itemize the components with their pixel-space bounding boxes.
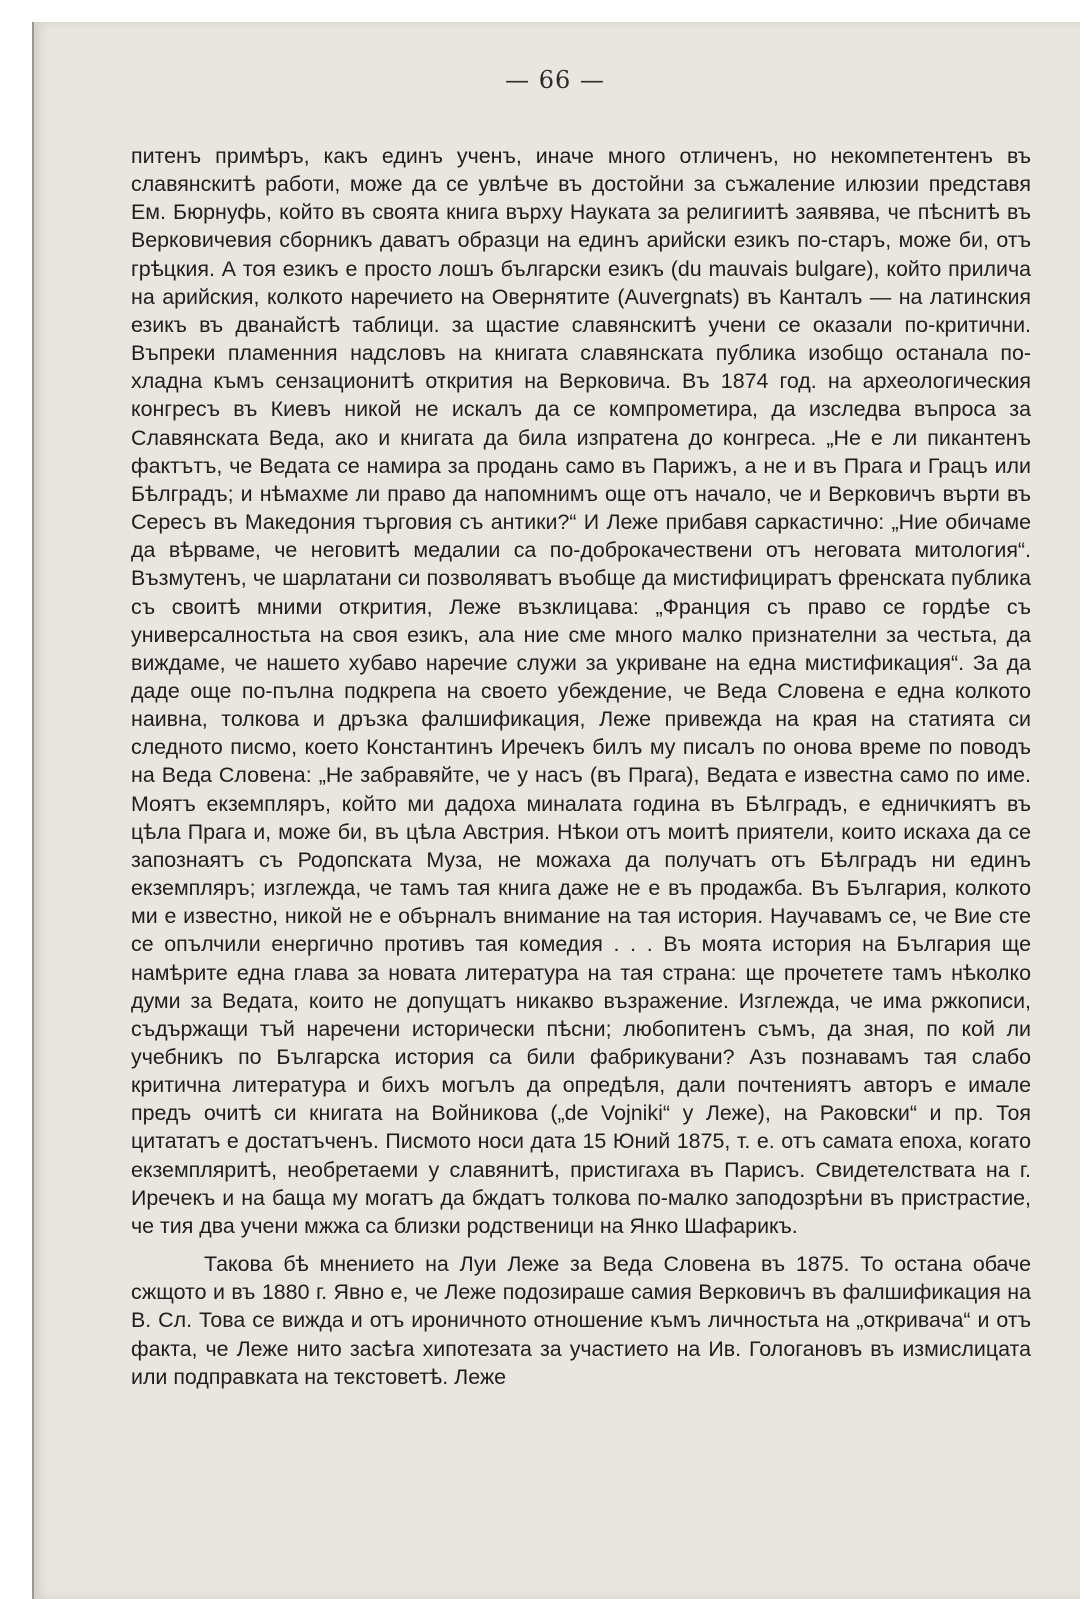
paragraph: Такова бѣ мнението на Луи Леже за Веда Словена въ 1875. То остана обаче сжщото и въ 1880 г. Явно е, че Леже подозираше самия Верковичъ въ фалшификация на В. Сл. Това се вижда и отъ ироничното отношение къмъ личностьта на „откривача“ и отъ факта, че Леже нито засѣга хипотезата за участието на Ив. Гологановъ въ измислицата или подправката на текстоветѣ. Леже — [131, 1252, 1031, 1389]
body-text — [131, 142, 1031, 1391]
page-number: — 66 — — [505, 66, 605, 94]
paragraph-continued: питенъ примѣръ, какъ единъ ученъ, иначе много отличенъ, но некомпетентенъ въ славянскитѣ работи, може да се увлѣче въ достойни за съжаление илюзии представя Ем. Бюрнуфь, който въ своята книга върху Науката за религиитѣ заявява, че пѣснитѣ въ Верковичевия сборникъ даватъ образци на единъ арийски езикъ по-старъ, може би, отъ грѣцкия. А тоя езикъ е просто лошъ български езикъ (du mauvais bulgare), който прилича на арийския, колкото наречието на Овернятите (Auvergnats) въ Канталъ — на латинския езикъ въ дванайстѣ таблици. за щастие славянскитѣ учени се оказали по-критични. Въпреки пламенния надсловъ на книгата славянската публика изобщо останала по-хладна къмъ сензационитѣ открития на Верковича. Въ 1874 год. на археологическия конгресъ въ Киевъ никой не искалъ да се компрометира, да изследва въпроса за Славянската Веда, ако и книгата да била изпратена до конгреса. „Не е ли пикантенъ фактътъ, че Ведата се намира за продань само въ Парижъ, а не и въ Прага и Грацъ или Бѣлградъ; и нѣмахме ли право да напомнимъ още отъ начало, че и Верковичъ върти въ Сересъ въ Македония търговия съ антики?“ И Леже прибавя саркастично: „Ние обичаме да вѣрваме, че неговитѣ медалии са по-доброкачествени отъ неговата митология“. Възмутенъ, че шарлатани си позволяватъ въобще да мистифициратъ френската публика съ своитѣ мними открития, Леже възклицава: „Франция съ право се гордѣе съ универсалностьта на своя езикъ, ала ние сме много малко признателни за честьта, да виждаме, че нашето хубаво наречие служи за укриване на една мистификация“. За да даде още по-пълна подкрепа на своето убеждение, че Веда Словена е една колкото наивна, толкова и дръзка фалшификация, Леже привежда на края на статията си следното писмо, което Константинъ Иречекъ билъ му писалъ по онова време по поводъ на Веда Словена: „Не забравяйте, че у насъ (въ Прага), Ведата е известна само по име. Моятъ екземпляръ, който ми дадоха миналата година въ Бѣлградъ, е едничкиятъ въ цѣла Прага и, може би, въ цѣла Австрия. Нѣкои отъ моитѣ приятели, които искаха да се запознаятъ съ Родопската Муза, не можаха да получатъ отъ Бѣлградъ ни единъ екземпляръ; изглежда, че тамъ тая книга даже не е въ продажба. Въ България, колкото ми е известно, никой не е обърналъ внимание на тая история. Научавамъ се, че Вие сте се опълчили енергично противъ тая комедия . . . Въ моята история на България ще намѣрите една глава за новата литература на тая страна: ще прочетете тамъ нѣколко думи за Ведата, които не допущатъ никакво възражение. Изглежда, че има ржкописи, съдържащи тъй наречени исторически пѣсни; любопитенъ съмъ, да зная, по кой ли учебникъ по Българска история са били фабрикувани? Азъ познавамъ тая слабо критична литература и бихъ могълъ да опредѣля, дали почтениятъ авторъ е имале предъ очитѣ си книгата на Войникова („de Vojniki“ у Леже), на Раковски“ и пр. Тоя цитататъ е достатъченъ. Писмото носи дата 15 Юний 1875, т. е. отъ самата епоха, когато екземпляритѣ, необретаеми у славянитѣ, пристигаха въ Парисъ. Свидетелствата на г. Иречекъ и на баща му могатъ да бждатъ толкова по-малко заподозрѣни въ пристрастие, че тия два учени мжжа са близки родственици на Янко Шафарикъ. — [131, 144, 1031, 1238]
